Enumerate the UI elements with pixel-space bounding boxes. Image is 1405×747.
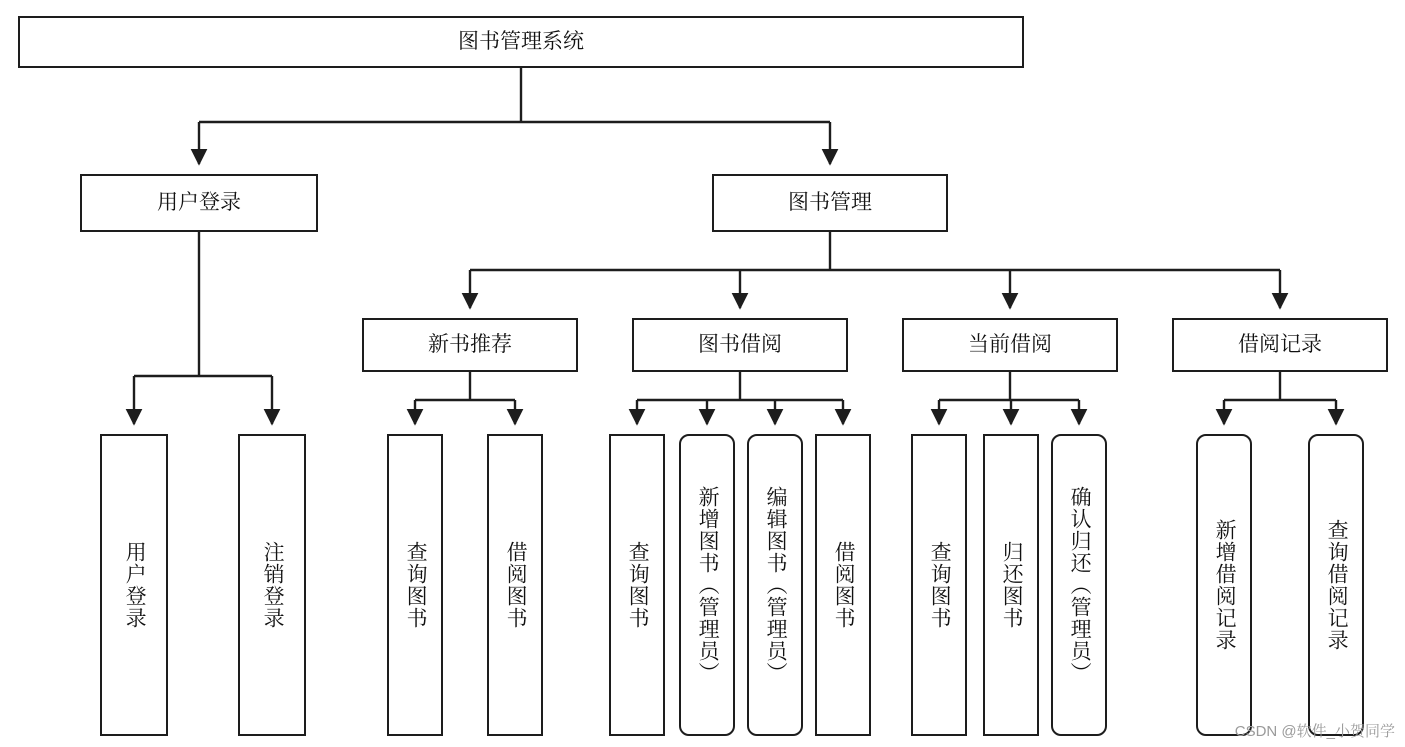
node-label: 新增借阅记录 (1213, 519, 1237, 651)
node-leaf-add-borrow-record[interactable] (1196, 434, 1252, 736)
node-leaf-edit-book-admin[interactable] (747, 434, 803, 736)
node-label: 确认归还（管理员） (1068, 486, 1092, 684)
node-leaf-return-book[interactable] (983, 434, 1039, 736)
node-label: 查询图书 (928, 541, 952, 629)
node-label: 查询图书 (404, 541, 428, 629)
node-label: 查询图书 (626, 541, 650, 629)
node-root[interactable] (18, 16, 1024, 68)
node-label: 新增图书（管理员） (696, 486, 720, 684)
node-label: 图书管理系统 (458, 29, 584, 53)
node-leaf-borrow-book[interactable] (815, 434, 871, 736)
node-label: 图书借阅 (698, 332, 782, 356)
node-label: 归还图书 (1000, 541, 1024, 629)
node-label: 图书管理 (788, 190, 872, 214)
node-label: 新书推荐 (428, 332, 512, 356)
node-label: 借阅图书 (504, 541, 528, 629)
node-label: 用户登录 (157, 190, 241, 214)
node-leaf-query-book-current[interactable] (911, 434, 967, 736)
node-label: 查询借阅记录 (1325, 519, 1349, 651)
node-leaf-query-borrow-record[interactable] (1308, 434, 1364, 736)
node-current-borrow[interactable] (902, 318, 1118, 372)
node-label: 用户登录 (123, 541, 147, 629)
node-leaf-query-book-recommend[interactable] (387, 434, 443, 736)
node-user-login[interactable] (80, 174, 318, 232)
node-leaf-borrow-book-recommend[interactable] (487, 434, 543, 736)
node-leaf-confirm-return-admin[interactable] (1051, 434, 1107, 736)
node-new-book-recommend[interactable] (362, 318, 578, 372)
node-label: 借阅记录 (1238, 332, 1322, 356)
node-book-borrow[interactable] (632, 318, 848, 372)
node-leaf-add-book-admin[interactable] (679, 434, 735, 736)
watermark: CSDN @软件_小贺同学 (1234, 723, 1395, 740)
node-borrow-records[interactable] (1172, 318, 1388, 372)
node-leaf-user-login[interactable] (100, 434, 168, 736)
node-label: 借阅图书 (832, 541, 856, 629)
node-label: 当前借阅 (968, 332, 1052, 356)
node-label: 注销登录 (261, 541, 285, 629)
node-book-management[interactable] (712, 174, 948, 232)
node-leaf-logout[interactable] (238, 434, 306, 736)
node-label: 编辑图书（管理员） (764, 486, 788, 684)
node-leaf-query-book-borrow[interactable] (609, 434, 665, 736)
